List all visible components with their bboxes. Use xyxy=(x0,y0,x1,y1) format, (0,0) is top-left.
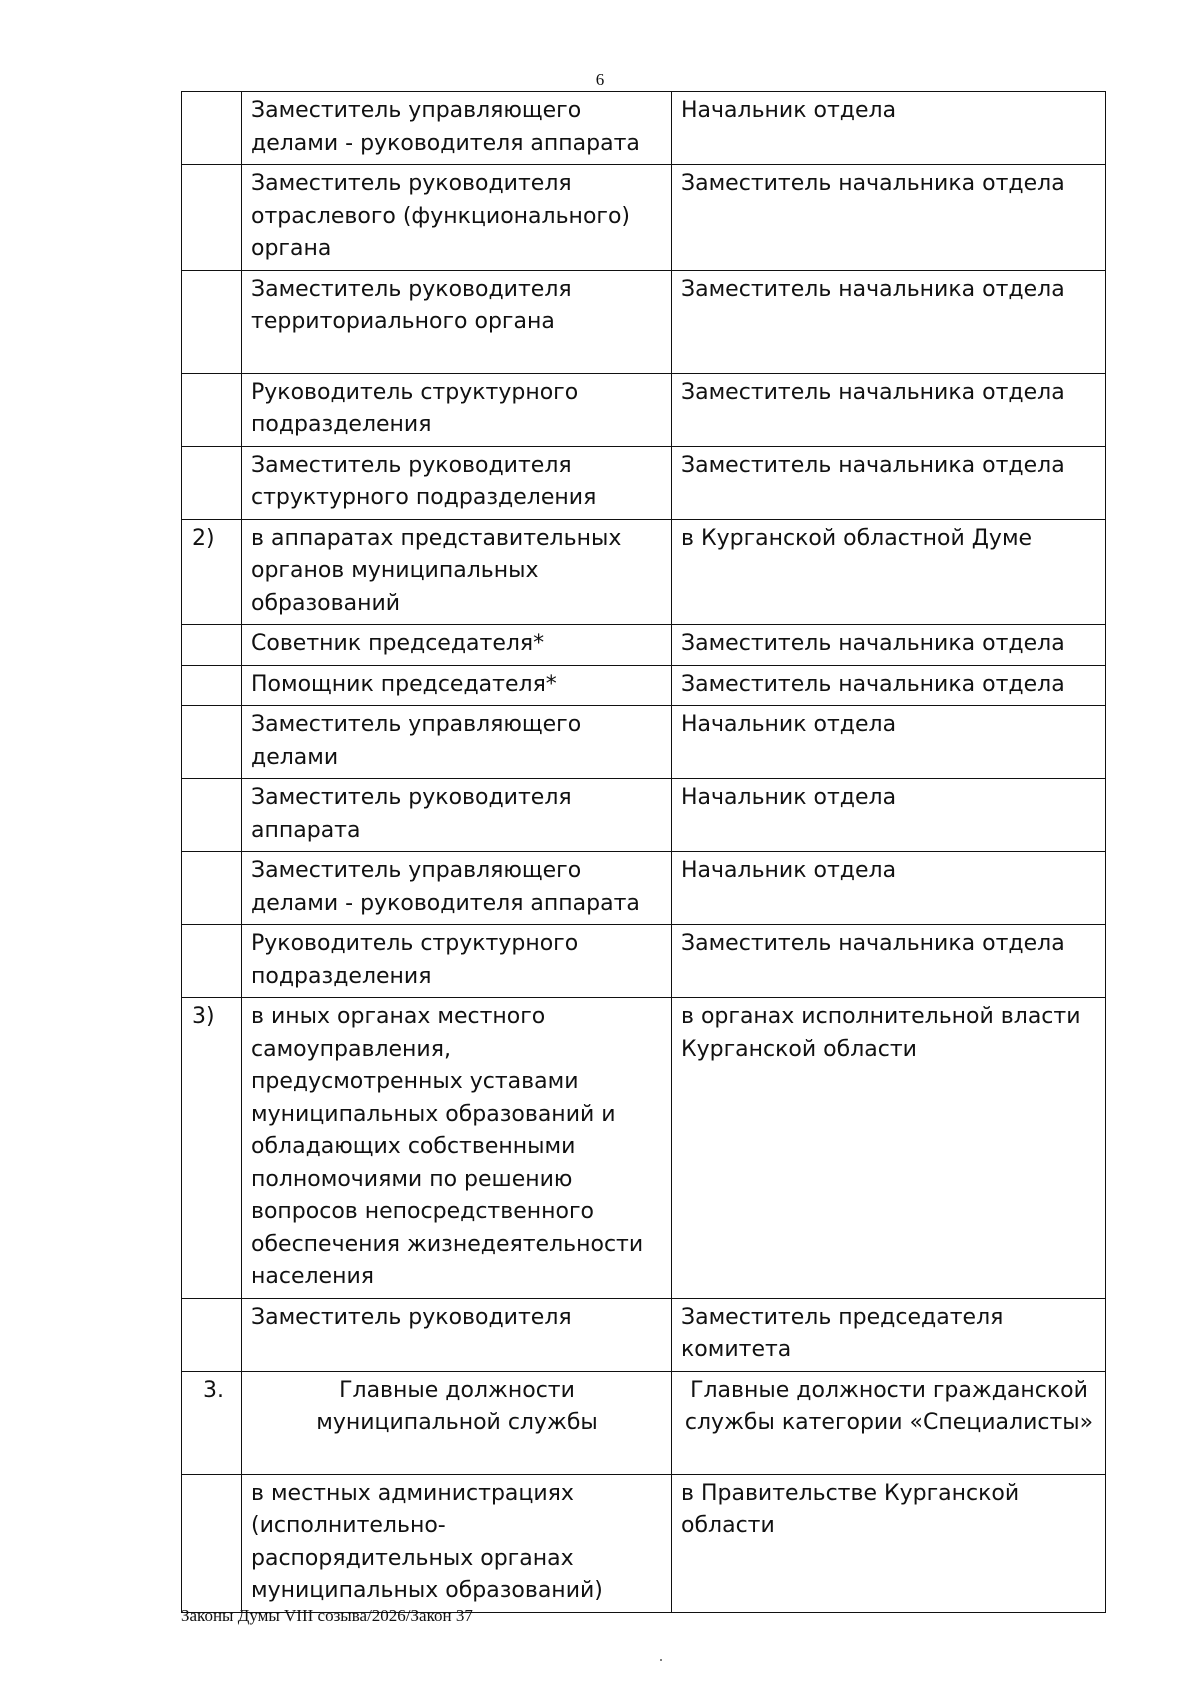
table-row xyxy=(182,1298,1106,1371)
table-row xyxy=(182,665,1106,706)
row-number xyxy=(182,373,242,446)
municipal-position: Заместитель управляющего делами - руководителя аппарата xyxy=(242,92,672,165)
table-row xyxy=(182,270,1106,373)
municipal-position: Заместитель руководителя отраслевого (функционального) органа xyxy=(242,165,672,271)
civil-position: Заместитель начальника отдела xyxy=(672,270,1106,373)
civil-position: Начальник отдела xyxy=(672,852,1106,925)
municipal-position: в аппаратах представительных органов муниципальных образований xyxy=(242,519,672,625)
table-row xyxy=(182,165,1106,271)
municipal-position: Главные должности муниципальной службы xyxy=(242,1371,672,1474)
row-number xyxy=(182,1474,242,1612)
municipal-position: в иных органах местного самоуправления, предусмотренных уставами муниципальных образований и обладающих собственными полномочиями по решению вопросов непосредственного обеспечения жизнедеятельности населения xyxy=(242,998,672,1299)
row-number: 2) xyxy=(182,519,242,625)
row-number xyxy=(182,92,242,165)
table-row xyxy=(182,373,1106,446)
row-number xyxy=(182,165,242,271)
table-row xyxy=(182,706,1106,779)
municipal-position: Руководитель структурного подразделения xyxy=(242,925,672,998)
municipal-position: Заместитель руководителя xyxy=(242,1298,672,1371)
positions-table xyxy=(181,91,1106,1613)
civil-position: Заместитель начальника отдела xyxy=(672,373,1106,446)
table-row xyxy=(182,779,1106,852)
row-number xyxy=(182,706,242,779)
municipal-position: Заместитель руководителя структурного подразделения xyxy=(242,446,672,519)
page-number: 6 xyxy=(595,70,605,89)
civil-position: Заместитель начальника отдела xyxy=(672,446,1106,519)
table-row xyxy=(182,446,1106,519)
municipal-position: Советник председателя* xyxy=(242,625,672,666)
civil-position: в Курганской областной Думе xyxy=(672,519,1106,625)
table-row xyxy=(182,1474,1106,1612)
municipal-position: Руководитель структурного подразделения xyxy=(242,373,672,446)
municipal-position: в местных администрациях (исполнительно-распорядительных органах муниципальных образований) xyxy=(242,1474,672,1612)
row-number xyxy=(182,665,242,706)
municipal-position: Заместитель управляющего делами xyxy=(242,706,672,779)
civil-position: Начальник отдела xyxy=(672,706,1106,779)
table-row xyxy=(182,519,1106,625)
table-row xyxy=(182,925,1106,998)
table-row xyxy=(182,92,1106,165)
row-number xyxy=(182,852,242,925)
table-row xyxy=(182,852,1106,925)
scan-speck xyxy=(660,1659,662,1661)
row-number xyxy=(182,625,242,666)
civil-position: в Правительстве Курганской области xyxy=(672,1474,1106,1612)
municipal-position: Помощник председателя* xyxy=(242,665,672,706)
row-number xyxy=(182,1298,242,1371)
civil-position: Заместитель начальника отдела xyxy=(672,625,1106,666)
table-row xyxy=(182,1371,1106,1474)
row-number: 3. xyxy=(182,1371,242,1474)
table-row xyxy=(182,625,1106,666)
row-number: 3) xyxy=(182,998,242,1299)
civil-position: Главные должности гражданской службы категории «Специалисты» xyxy=(672,1371,1106,1474)
row-number xyxy=(182,925,242,998)
table-row xyxy=(182,998,1106,1299)
document-footer: Законы Думы VIII созыва/2026/Закон 37 xyxy=(181,1606,473,1625)
civil-position: Заместитель начальника отдела xyxy=(672,665,1106,706)
civil-position: в органах исполнительной власти Курганской области xyxy=(672,998,1106,1299)
civil-position: Начальник отдела xyxy=(672,779,1106,852)
municipal-position: Заместитель управляющего делами - руководителя аппарата xyxy=(242,852,672,925)
municipal-position: Заместитель руководителя территориального органа xyxy=(242,270,672,373)
civil-position: Заместитель начальника отдела xyxy=(672,165,1106,271)
row-number xyxy=(182,270,242,373)
civil-position: Начальник отдела xyxy=(672,92,1106,165)
row-number xyxy=(182,779,242,852)
civil-position: Заместитель начальника отдела xyxy=(672,925,1106,998)
civil-position: Заместитель председателя комитета xyxy=(672,1298,1106,1371)
row-number xyxy=(182,446,242,519)
municipal-position: Заместитель руководителя аппарата xyxy=(242,779,672,852)
